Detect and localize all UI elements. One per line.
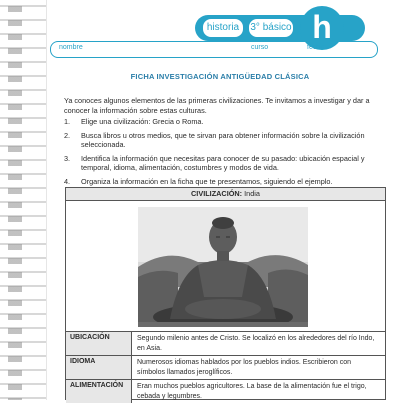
grade-tab[interactable]: 3° básico [248,18,294,38]
table-row [66,356,385,380]
date-field-label: fecha [307,44,325,51]
instruction-item [64,117,386,127]
instruction-number: 2. [64,130,71,140]
subject-tab[interactable]: historia [202,18,244,38]
intro-text: Ya conoces algunos elementos de las primeras civilizaciones. Te invitamos a investigar y dar a conocer la información sobre estas culturas. [64,96,370,115]
instruction-item [64,154,386,173]
binding-holes [8,6,22,400]
row-value: Segundo milenio antes de Cristo. Se localizó en los alrededores del río Indo, en Asia. [137,335,375,352]
student-fields [50,41,378,58]
civilization-label: CIVILIZACIÓN: [191,189,243,198]
instruction-text: Elige una civilización: Grecia o Roma. [81,117,204,126]
instruction-item [64,177,386,187]
course-field-label: curso [251,44,269,51]
row-label: IDIOMA [66,356,132,379]
instruction-number: 1. [64,117,71,126]
subject-badge: h [300,6,344,50]
row-value: Numerosos idiomas hablados por los pueblos indios. Escribieron con símbolos llamados jeroglíficos. [137,359,352,376]
worksheet-title: FICHA INVESTIGACIÓN ANTIGÜEDAD CLÁSICA [130,72,310,81]
instruction-text: Organiza la información en la ficha que te presentamos, siguiendo el ejemplo. [81,176,333,186]
civilization-table [65,187,386,400]
photo-cell [66,201,385,332]
table-row [66,332,385,356]
instruction-list [64,117,386,190]
instruction-number: 4. [64,176,71,186]
notebook-binding [0,0,47,400]
civilization-header [66,188,385,201]
row-label: ALIMENTACIÓN [66,380,132,403]
row-label: UBICACIÓN [66,332,132,355]
instruction-item [64,131,386,150]
name-field-label: nombre [59,44,83,51]
instruction-text: Busca libros u otros medios, que te sirvan para obtener información sobre la civilización seleccionada. [81,130,365,149]
civilization-name: India [244,189,260,198]
instruction-number: 3. [64,153,71,163]
instruction-text: Identifica la información que necesitas para conocer de su pasado: ubicación espacial y temporal, idioma, alimentación, costumbres y modos de vida. [81,153,365,172]
row-value: Eran muchos pueblos agricultores. La base de la alimentación fue el trigo, cebada y legumbres. [137,383,367,400]
buddha-statue-photo [138,207,308,327]
